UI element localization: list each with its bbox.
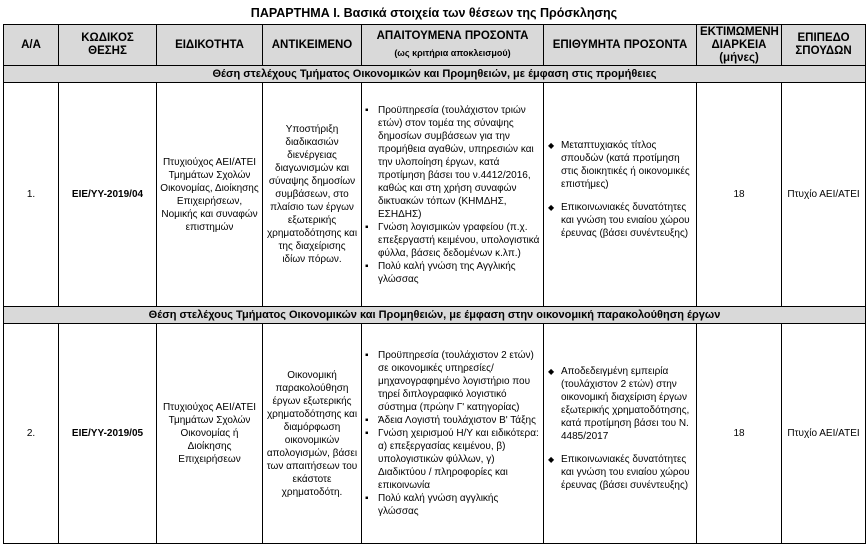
cell-desired (544, 324, 697, 544)
list-item: ◆ Επικοινωνιακές δυνατότητες και γνώση του ενιαίου χώρου έρευνας (βάσει συνέντευξης) (557, 201, 693, 240)
page-title: ΠΑΡΑΡΤΗΜΑ Ι. Βασικά στοιχεία των θέσεων της Πρόσκλησης (250, 6, 618, 20)
list-item: ▪ Πολύ καλή γνώση αγγλικής γλώσσας (375, 492, 540, 518)
list-item: ◆ Επικοινωνιακές δυνατότητες και γνώση του ενιαίου χώρου έρευνας (βάσει συνέντευξης) (557, 453, 693, 492)
header-level: ΕΠΙΠΕΔΟ ΣΠΟΥΔΩΝ (782, 25, 866, 66)
section-heading-row (4, 307, 866, 324)
table-row (4, 83, 866, 307)
header-object: ΑΝΤΙΚΕΙΜΕΝΟ (263, 25, 362, 66)
list-item: ◆ Αποδεδειγμένη εμπειρία (τουλάχιστον 2 ετών) στην οικονομική διαχείριση έργων εξωτερικής χρηματοδότησης, κατά προτίμηση βάσει του Ν. 4485/2017 (557, 365, 693, 443)
header-duration: ΕΚΤΙΜΩΜΕΝΗ ΔΙΑΡΚΕΙΑ (μήνες) (697, 25, 782, 66)
header-required-note: (ως κριτήρια αποκλεισμού) (394, 48, 511, 58)
list-item: ▪ Γνώση λογισμικών γραφείου (π.χ. επεξεργαστή κειμένου, υπολογιστικά φύλλα, βάσεις δεδομένων κ.λπ.) (375, 221, 540, 260)
cell-specialty: Πτυχιούχος ΑΕΙ/ΑΤΕΙ Τμημάτων Σχολών Οικονομίας ή Διοίκησης Επιχειρήσεων (157, 324, 263, 544)
section-heading-row (4, 66, 866, 83)
list-item: ▪ Προϋπηρεσία (τουλάχιστον τριών ετών) στον τομέα της σύναψης δημοσίων συμβάσεων για την προμήθεια αγαθών, υπηρεσιών και την υλοποίηση έργων, κατά προτίμηση βάσει του ν.4412/2016, καθώς και στη χρήση συναφών δικτυακών τόπων (ΚΗΜΔΗΣ, ΕΣΗΔΗΣ) (375, 104, 540, 221)
table-header-row (4, 25, 866, 66)
cell-required (362, 324, 544, 544)
list-item: ▪ Γνώση χειρισμού Η/Υ και ειδικότερα: α) επεξεργασίας κειμένου, β) υπολογιστικών φύλλων, γ) Διαδικτύου / πληροφορίες και επικοινωνία (375, 427, 540, 492)
header-required (362, 25, 544, 66)
cell-object: Οικονομική παρακολούθηση έργων εξωτερικής χρηματοδότησης και διαμόρφωση οικονομικών απολογισμών, βάσει των απαιτήσεων του εκάστοτε χρηματοδότη. (263, 324, 362, 544)
table-row (4, 324, 866, 544)
header-required-label: ΑΠΑΙΤΟΥΜΕΝΑ ΠΡΟΣΟΝΤΑ (376, 30, 529, 42)
section-heading: Θέση στελέχους Τμήματος Οικονομικών και Προμηθειών, με έμφαση στην οικονομική παρακολούθηση έργων (4, 307, 866, 324)
cell-desired (544, 83, 697, 307)
list-item: ▪ Άδεια Λογιστή τουλάχιστον Β' Τάξης (375, 414, 540, 427)
cell-code: ΕΙΕ/ΥΥ-2019/04 (59, 83, 157, 307)
cell-level: Πτυχίο ΑΕΙ/ΑΤΕΙ (782, 83, 866, 307)
section-heading: Θέση στελέχους Τμήματος Οικονομικών και Προμηθειών, με έμφαση στις προμήθειες (4, 66, 866, 83)
list-item: ◆ Μεταπτυχιακός τίτλος σπουδών (κατά προτίμηση στις διοικητικές ή οικονομικές επιστήμες) (557, 139, 693, 191)
cell-code: ΕΙΕ/ΥΥ-2019/05 (59, 324, 157, 544)
header-desired: ΕΠΙΘΥΜΗΤΑ ΠΡΟΣΟΝΤΑ (544, 25, 697, 66)
cell-aa: 1. (4, 83, 59, 307)
list-item: ▪ Πολύ καλή γνώση της Αγγλικής γλώσσας (375, 260, 540, 286)
cell-duration: 18 (697, 83, 782, 307)
cell-level: Πτυχίο ΑΕΙ/ΑΤΕΙ (782, 324, 866, 544)
cell-aa: 2. (4, 324, 59, 544)
cell-specialty: Πτυχιούχος ΑΕΙ/ΑΤΕΙ Τμημάτων Σχολών Οικονομίας, Διοίκησης Επιχειρήσεων, Νομικής και συναφών επιστημών (157, 83, 263, 307)
header-specialty: ΕΙΔΙΚΟΤΗΤΑ (157, 25, 263, 66)
header-code: ΚΩΔΙΚΟΣ ΘΕΣΗΣ (59, 25, 157, 66)
cell-object: Υποστήριξη διαδικασιών διενέργειας διαγωνισμών και σύναψης δημοσίων συμβάσεων, στο πλαίσιο των έργων εξωτερικής χρηματοδότησης και της διαχείρισης ιδίων πόρων. (263, 83, 362, 307)
cell-required (362, 83, 544, 307)
list-item: ▪ Προϋπηρεσία (τουλάχιστον 2 ετών) σε οικονομικές υπηρεσίες/μηχανογραφημένο λογιστήριο που τηρεί διπλογραφικό λογιστικό σύστημα (πρώην Γ' κατηγορίας) (375, 349, 540, 414)
header-aa: Α/Α (4, 25, 59, 66)
positions-table (3, 24, 866, 544)
cell-duration: 18 (697, 324, 782, 544)
